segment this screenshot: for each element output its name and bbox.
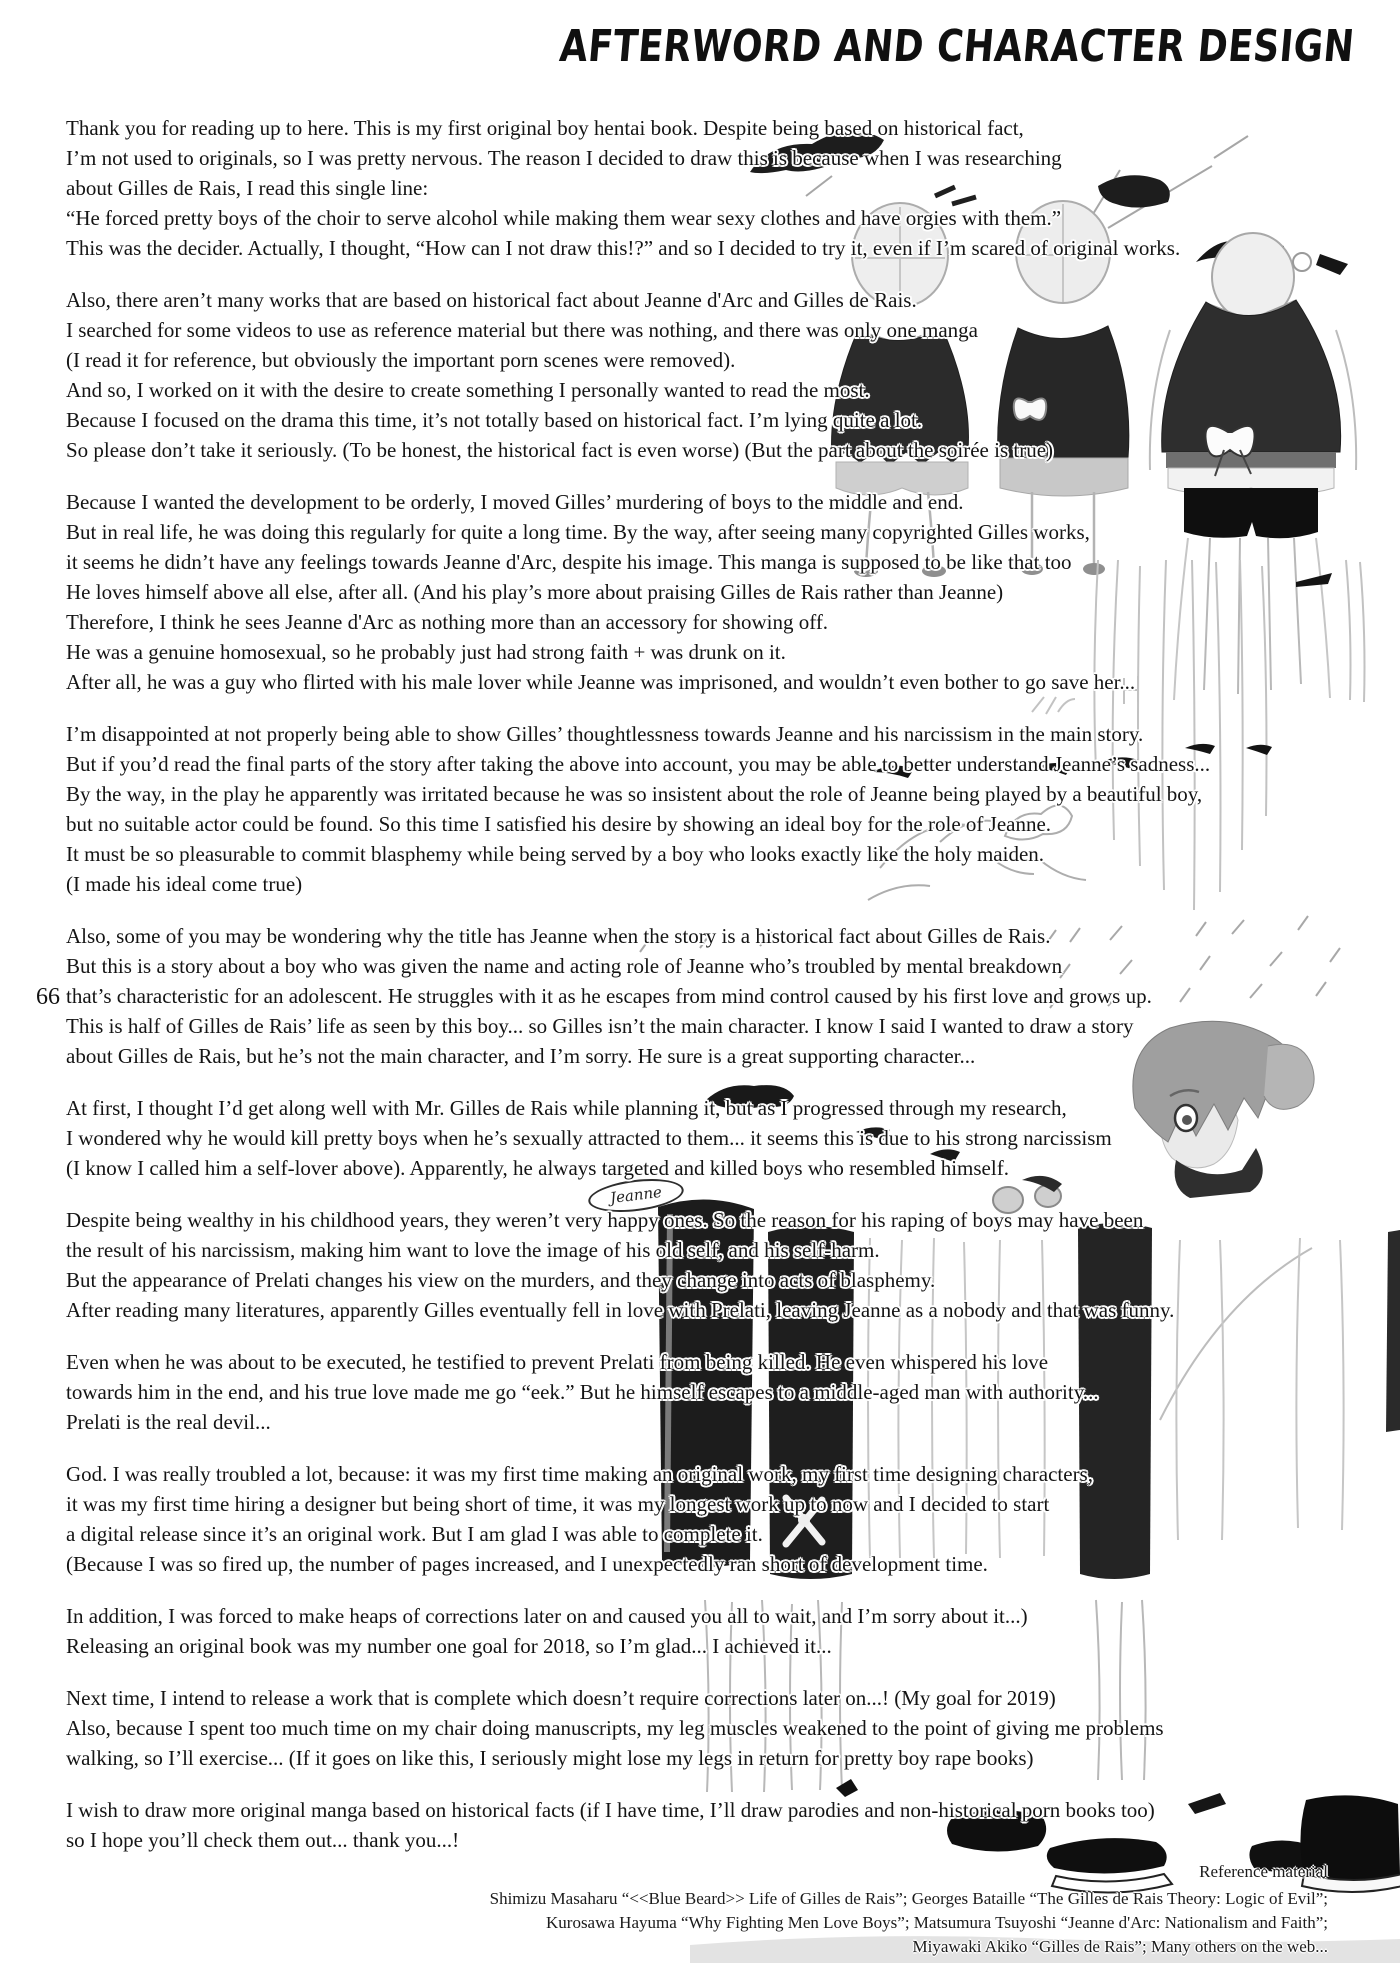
paragraph xyxy=(66,285,1210,465)
paragraph xyxy=(66,1205,1210,1325)
text-line: Also, because I spent too much time on my chair doing manuscripts, my leg muscles weakened to the point of giving me problems xyxy=(66,1716,1164,1740)
text-line: Because I wanted the development to be orderly, I moved Gilles’ murdering of boys to the middle and end. xyxy=(66,490,964,514)
text-line: He was a genuine homosexual, so he probably just had strong faith + was drunk on it. xyxy=(66,640,786,664)
text-line: Despite being wealthy in his childhood years, they weren’t very happy ones. So the reason for his raping of boys may have been xyxy=(66,1208,1144,1232)
text-line: Even when he was about to be executed, he testified to prevent Prelati from being killed. He even whispered his love xyxy=(66,1350,1049,1374)
text-line: But this is a story about a boy who was given the name and acting role of Jeanne who’s troubled by mental breakdown xyxy=(66,954,1063,978)
text-line: He loves himself above all else, after all. (And his play’s more about praising Gilles de Rais rather than Jeanne) xyxy=(66,580,1004,604)
text-line: Thank you for reading up to here. This is my first original boy hentai book. Despite being based on historical fact, xyxy=(66,116,1024,140)
reference-material-label: Reference material xyxy=(1199,1862,1328,1881)
reference-entry: Shimizu Masaharu “<<Blue Beard>> Life of Gilles de Rais”; Georges Bataille “The Gilles de Rais Theory: Logic of Evil”; xyxy=(489,1889,1328,1908)
text-line: I wondered why he would kill pretty boys when he’s sexually attracted to them... it seems this is due to his strong narcissism xyxy=(66,1126,1112,1150)
text-line: Releasing an original book was my number one goal for 2018, so I’m glad... I achieved it... xyxy=(66,1634,832,1658)
text-line: Therefore, I think he sees Jeanne d'Arc as nothing more than an accessory for showing off. xyxy=(66,610,829,634)
text-line: It must be so pleasurable to commit blasphemy while being served by a boy who looks exactly like the holy maiden. xyxy=(66,842,1045,866)
text-line: Also, some of you may be wondering why the title has Jeanne when the story is a historical fact about Gilles de Rais. xyxy=(66,924,1051,948)
text-line: Also, there aren’t many works that are based on historical fact about Jeanne d'Arc and Gilles de Rais. xyxy=(66,288,917,312)
text-line: But if you’d read the final parts of the story after taking the above into account, you may be able to better understand Jeanne’s sadness... xyxy=(66,752,1211,776)
paragraph xyxy=(66,1601,1210,1661)
text-line: walking, so I’ll exercise... (If it goes on like this, I seriously might lose my legs in return for pretty boy rape books) xyxy=(66,1746,1034,1770)
text-line: God. I was really troubled a lot, because: it was my first time making an original work, my first time designing characters, xyxy=(66,1462,1093,1486)
text-line: I’m disappointed at not properly being able to show Gilles’ thoughtlessness towards Jeanne and his narcissism in the main story. xyxy=(66,722,1144,746)
text-line: “He forced pretty boys of the choir to serve alcohol while making them wear sexy clothes and have orgies with them.” xyxy=(66,206,1062,230)
text-line: By the way, in the play he apparently was irritated because he was so insistent about the role of Jeanne being played by a beautiful boy, xyxy=(66,782,1203,806)
text-line: But in real life, he was doing this regularly for quite a long time. By the way, after seeing many copyrighted Gilles works, xyxy=(66,520,1090,544)
afterword-text xyxy=(66,113,1210,1877)
text-line: And so, I worked on it with the desire to create something I personally wanted to read the most. xyxy=(66,378,870,402)
text-line: So please don’t take it seriously. (To be honest, the historical fact is even worse) (But the part about the soirée is true) xyxy=(66,438,1054,462)
text-line: After reading many literatures, apparently Gilles eventually fell in love with Prelati, leaving Jeanne as a nobody and that was funny. xyxy=(66,1298,1175,1322)
text-line: I’m not used to originals, so I was pretty nervous. The reason I decided to draw this is because when I was researching xyxy=(66,146,1062,170)
text-line: After all, he was a guy who flirted with his male lover while Jeanne was imprisoned, and wouldn’t even bother to go save her... xyxy=(66,670,1136,694)
text-line: In addition, I was forced to make heaps of corrections later on and caused you all to wait, and I’m sorry about it...) xyxy=(66,1604,1028,1628)
reference-entry: Miyawaki Akiko “Gilles de Rais”; Many others on the web... xyxy=(912,1937,1328,1956)
paragraph xyxy=(66,921,1210,1071)
reference-material xyxy=(490,1860,1328,1959)
page-title: AFTERWORD AND CHARACTER DESIGN xyxy=(557,22,1357,73)
paragraph xyxy=(66,1347,1210,1437)
paragraph xyxy=(66,1459,1210,1579)
text-line: so I hope you’ll check them out... thank you...! xyxy=(66,1828,460,1852)
text-line: I wish to draw more original manga based on historical facts (if I have time, I’ll draw parodies and non-historical porn books too) xyxy=(66,1798,1155,1822)
text-line: Next time, I intend to release a work that is complete which doesn’t require corrections later on...! (My goal for 2019) xyxy=(66,1686,1056,1710)
reference-entry: Kurosawa Hayuma “Why Fighting Men Love Boys”; Matsumura Tsuyoshi “Jeanne d'Arc: Nationalism and Faith”; xyxy=(546,1913,1328,1932)
text-line: Prelati is the real devil... xyxy=(66,1410,271,1434)
text-line: but no suitable actor could be found. So this time I satisfied his desire by showing an ideal boy for the role of Jeanne. xyxy=(66,812,1052,836)
text-line: (I know I called him a self-lover above). Apparently, he always targeted and killed boys who resembled himself. xyxy=(66,1156,1009,1180)
text-line: it seems he didn’t have any feelings towards Jeanne d'Arc, despite his image. This manga is supposed to be like that too xyxy=(66,550,1072,574)
paragraph xyxy=(66,1683,1210,1773)
text-line: (Because I was so fired up, the number of pages increased, and I unexpectedly ran short of development time. xyxy=(66,1552,988,1576)
paragraph xyxy=(66,487,1210,697)
text-line: (I made his ideal come true) xyxy=(66,872,303,896)
text-line: towards him in the end, and his true love made me go “eek.” But he himself escapes to a middle-aged man with authority... xyxy=(66,1380,1099,1404)
text-line: about Gilles de Rais, but he’s not the main character, and I’m sorry. He sure is a great supporting character... xyxy=(66,1044,976,1068)
text-line: This was the decider. Actually, I thought, “How can I not draw this!?” and so I decided to try it, even if I’m scared of original works. xyxy=(66,236,1181,260)
text-line: But the appearance of Prelati changes his view on the murders, and they change into acts of blasphemy. xyxy=(66,1268,936,1292)
text-line: Because I focused on the drama this time, it’s not totally based on historical fact. I’m lying quite a lot. xyxy=(66,408,923,432)
text-line: a digital release since it’s an original work. But I am glad I was able to complete it. xyxy=(66,1522,763,1546)
text-line: This is half of Gilles de Rais’ life as seen by this boy... so Gilles isn’t the main character. I know I said I wanted to draw a story xyxy=(66,1014,1134,1038)
text-line: I searched for some videos to use as reference material but there was nothing, and there was only one manga xyxy=(66,318,978,342)
paragraph xyxy=(66,1795,1210,1855)
text-line: that’s characteristic for an adolescent. He struggles with it as he escapes from mind control caused by his first love and grows up. xyxy=(66,984,1152,1008)
text-line: the result of his narcissism, making him want to love the image of his old self, and his self-harm. xyxy=(66,1238,880,1262)
paragraph xyxy=(66,113,1210,263)
paragraph xyxy=(66,1093,1210,1183)
text-line: (I read it for reference, but obviously the important porn scenes were removed). xyxy=(66,348,736,372)
page-number: 66 xyxy=(36,984,60,1010)
sketch-annotation-jeanne: Jeanne xyxy=(586,1174,685,1216)
paragraph xyxy=(66,719,1210,899)
text-line: about Gilles de Rais, I read this single line: xyxy=(66,176,429,200)
text-line: At first, I thought I’d get along well with Mr. Gilles de Rais while planning it, but as I progressed through my research, xyxy=(66,1096,1067,1120)
text-line: it was my first time hiring a designer but being short of time, it was my longest work up to now and I decided to start xyxy=(66,1492,1050,1516)
